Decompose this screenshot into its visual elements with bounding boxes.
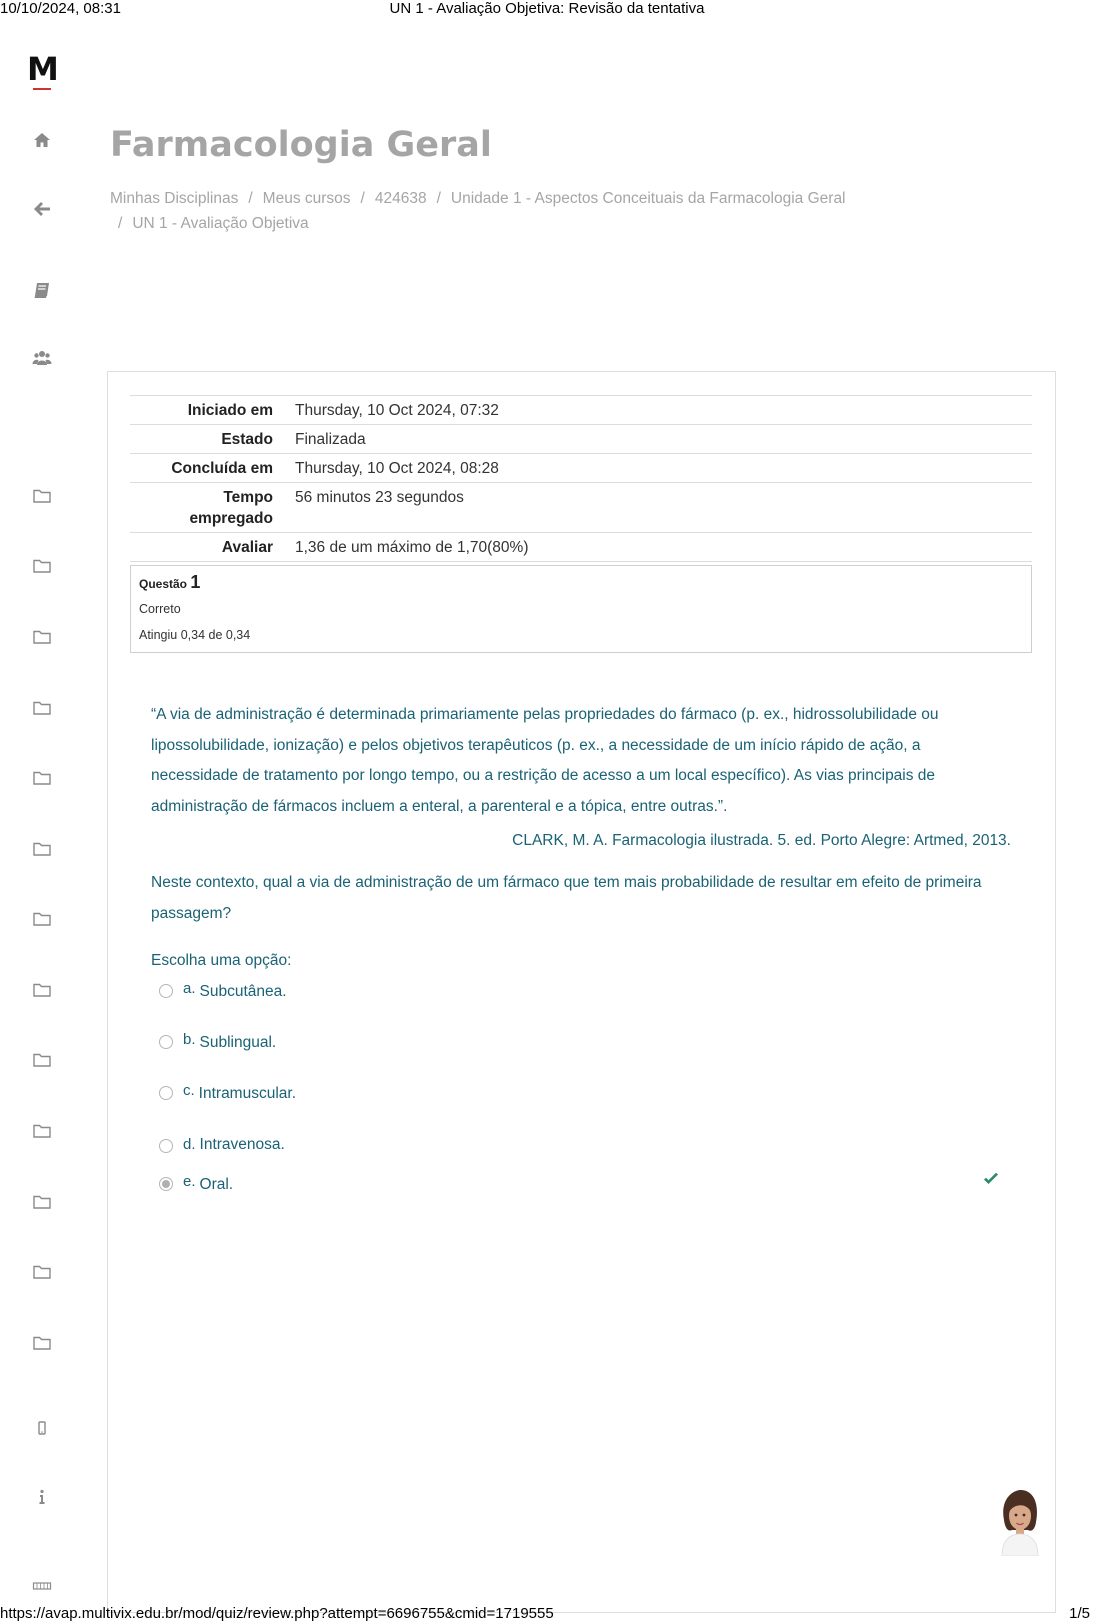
summary-row-state [130, 425, 1032, 454]
book-icon[interactable] [30, 278, 54, 302]
answer-radio[interactable] [159, 984, 173, 998]
print-page-number: 1/5 [1069, 1605, 1090, 1622]
print-doc-title: UN 1 - Avaliação Objetiva: Revisão da tentativa [389, 0, 705, 17]
summary-label: Concluída em [130, 454, 287, 483]
folder-icon[interactable] [30, 625, 54, 649]
breadcrumb-item-minhas-disciplinas[interactable]: Minhas Disciplinas [110, 190, 239, 207]
home-icon[interactable] [30, 128, 54, 152]
sidebar-nav [0, 40, 84, 1600]
option-letter: b. [183, 1031, 196, 1048]
answer-radio-selected[interactable] [159, 1177, 173, 1191]
summary-row-completed [130, 454, 1032, 483]
summary-row-grade [130, 533, 1032, 562]
summary-value: Finalizada [287, 425, 1032, 454]
choose-option-label: Escolha uma opção: [151, 952, 292, 969]
mobile-icon[interactable] [30, 1416, 54, 1440]
summary-label: Iniciado em [130, 396, 287, 425]
answer-radio[interactable] [159, 1035, 173, 1049]
assistant-avatar[interactable] [998, 1490, 1042, 1556]
folder-icon[interactable] [30, 1048, 54, 1072]
option-text: Subcutânea. [199, 983, 287, 1000]
correct-check-icon [982, 1170, 1000, 1188]
summary-label: Tempo empregado [130, 483, 287, 533]
folder-icon[interactable] [30, 766, 54, 790]
folder-icon[interactable] [30, 484, 54, 508]
breadcrumb-separator: / [360, 190, 365, 207]
summary-value: 1,36 de um máximo de 1,70(80%) [287, 533, 1032, 562]
question-citation: CLARK, M. A. Farmacologia ilustrada. 5. ed. Porto Alegre: Artmed, 2013. [512, 832, 1011, 849]
answer-option-c[interactable] [159, 1082, 296, 1106]
folder-icon[interactable] [30, 907, 54, 931]
breadcrumb-separator: / [118, 215, 123, 232]
summary-value: 56 minutos 23 segundos [287, 483, 1032, 533]
breadcrumb-separator: / [436, 190, 441, 207]
answer-option-a[interactable] [159, 980, 287, 1004]
answer-option-d[interactable] [159, 1133, 285, 1157]
answer-option-b[interactable] [159, 1031, 276, 1055]
print-datetime: 10/10/2024, 08:31 [0, 0, 121, 17]
answer-option-e[interactable] [159, 1173, 233, 1197]
folder-icon[interactable] [30, 696, 54, 720]
summary-row-started [130, 396, 1032, 425]
option-letter: c. [183, 1082, 195, 1099]
folder-icon[interactable] [30, 1260, 54, 1284]
breadcrumb [110, 186, 940, 236]
breadcrumb-item-unidade[interactable]: Unidade 1 - Aspectos Conceituais da Farmacologia Geral [450, 190, 846, 207]
info-icon[interactable] [30, 1485, 54, 1509]
question-number-value: 1 [190, 572, 201, 592]
option-text: Intravenosa. [199, 1136, 285, 1153]
option-letter: e. [183, 1173, 196, 1190]
option-text: Oral. [199, 1176, 234, 1193]
summary-value: Thursday, 10 Oct 2024, 07:32 [287, 396, 1032, 425]
back-arrow-icon[interactable] [30, 197, 54, 221]
folder-icon[interactable] [30, 837, 54, 861]
attempt-summary-table [130, 395, 1032, 562]
users-icon[interactable] [30, 346, 54, 370]
print-url: https://avap.multivix.edu.br/mod/quiz/review.php?attempt=6696755&cmid=1719555 [0, 1605, 554, 1622]
breadcrumb-item-meus-cursos[interactable]: Meus cursos [262, 190, 351, 207]
option-letter: d. [183, 1136, 196, 1153]
question-state: Correto [139, 602, 181, 616]
breadcrumb-separator: / [248, 190, 253, 207]
question-info-box [130, 565, 1032, 653]
option-letter: a. [183, 980, 196, 997]
question-label: Questão [139, 577, 188, 591]
keyboard-icon[interactable] [30, 1577, 54, 1601]
folder-icon[interactable] [30, 978, 54, 1002]
question-number [139, 572, 200, 593]
answer-radio[interactable] [159, 1086, 173, 1100]
folder-icon[interactable] [30, 1190, 54, 1214]
page-title: Farmacologia Geral [110, 125, 492, 165]
question-grade: Atingiu 0,34 de 0,34 [139, 628, 251, 642]
breadcrumb-item-avaliacao[interactable]: UN 1 - Avaliação Objetiva [132, 215, 309, 232]
breadcrumb-item-course-id[interactable]: 424638 [374, 190, 427, 207]
option-text: Intramuscular. [198, 1085, 297, 1102]
folder-icon[interactable] [30, 554, 54, 578]
site-logo[interactable]: M [27, 50, 57, 88]
question-prompt: Neste contexto, qual a via de administração de um fármaco que tem mais probabilidade de resultar em efeito de primeira passagem? [151, 874, 982, 922]
print-footer [0, 1605, 1094, 1623]
print-header [0, 0, 1094, 18]
answer-radio[interactable] [159, 1139, 173, 1153]
option-text: Sublingual. [199, 1034, 277, 1051]
summary-label: Estado [130, 425, 287, 454]
folder-icon[interactable] [30, 1119, 54, 1143]
question-quote: “A via de administração é determinada primariamente pelas propriedades do fármaco (p. ex., hidrossolubilidade ou lipossolubilidade, ionização) e pelos objetivos terapêuticos (p. ex., a necessidade de um início rápido de ação, a necessidade de tratamento por longo tempo, ou a restrição de acesso a um local específico). As vias principais de administração de fármacos incluem a enteral, a parenteral e a tópica, entre outras.”. [151, 706, 939, 815]
summary-label: Avaliar [130, 533, 287, 562]
folder-icon[interactable] [30, 1331, 54, 1355]
summary-row-time-taken [130, 483, 1032, 533]
summary-value: Thursday, 10 Oct 2024, 08:28 [287, 454, 1032, 483]
